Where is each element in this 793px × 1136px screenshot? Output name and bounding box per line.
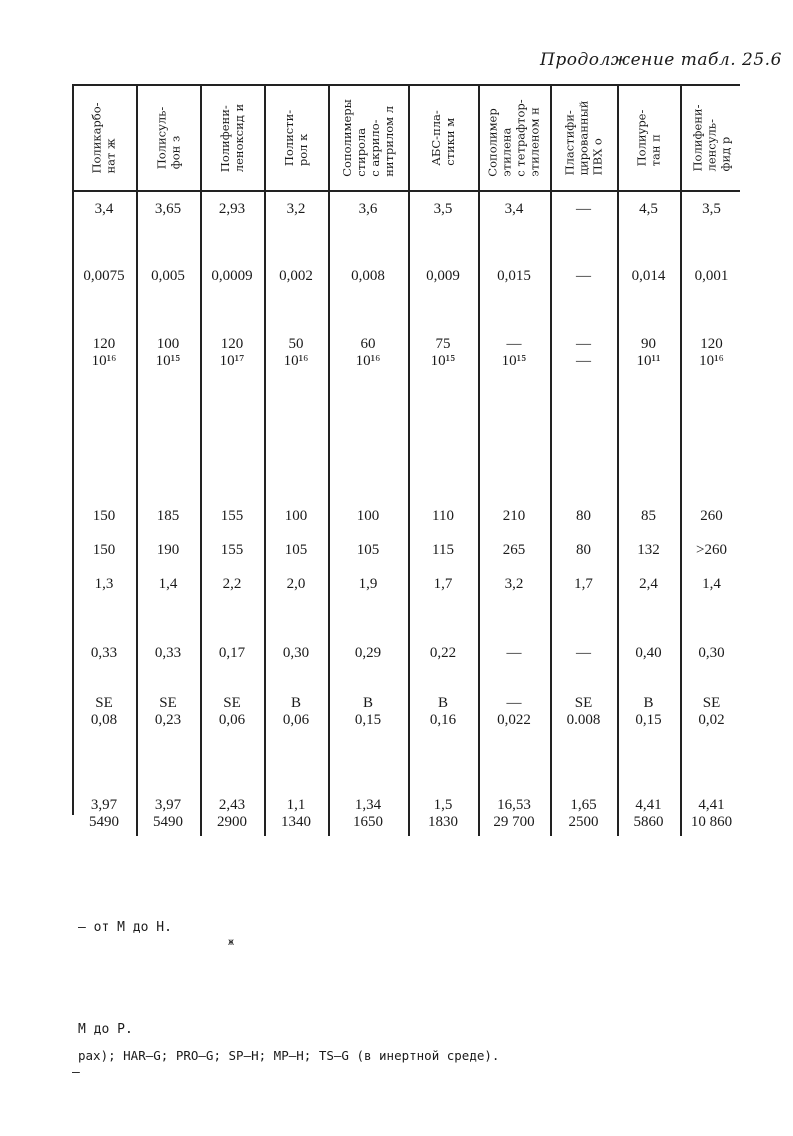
column-header-label: Сополимер этилена с тетрафтор- этиленом н — [486, 99, 543, 177]
table-cell: 1,5 1830 — [428, 797, 458, 830]
table-cell: 210 — [502, 508, 526, 524]
table-cell: 85 — [641, 508, 656, 524]
column-header-label: Полифени- леноксид и — [218, 103, 246, 173]
table-cell: 2,0 — [286, 576, 306, 592]
table-cell: 3,5 — [702, 201, 721, 217]
table-cell: — — — [576, 336, 591, 369]
footnote-mark: ж — [228, 937, 235, 948]
table-cell: 100 — [356, 508, 380, 524]
table-cell: 0,29 — [354, 645, 382, 661]
table-cell: 0,22 — [429, 645, 457, 661]
table-cell: 3,4 — [94, 201, 114, 217]
table-cell: B 0,06 — [282, 695, 310, 728]
table-cell: 100 10¹⁵ — [155, 336, 181, 369]
table-cell: 190 — [156, 542, 180, 558]
table-cell: 0,30 — [698, 645, 725, 661]
table-cell: 265 — [502, 542, 526, 558]
column-header-label: Поликарбо- нат ж — [90, 102, 118, 174]
table-cell: 75 10¹⁵ — [430, 336, 456, 369]
table-cell: 185 — [156, 508, 180, 524]
table-cell: — 0,022 — [497, 695, 531, 728]
table-caption: Продолжение табл. 25.6 — [540, 50, 782, 70]
table-cell: 0,40 — [635, 645, 662, 661]
table-cell: 80 — [576, 508, 591, 524]
table-cell: 0,015 — [497, 268, 531, 284]
table-cell: — — [576, 268, 591, 284]
table-cell: 4,5 — [639, 201, 658, 217]
column-header — [328, 88, 408, 188]
table-cell: 0,17 — [218, 645, 246, 661]
table-cell: 0,014 — [631, 268, 666, 284]
table-cell: SE 0.008 — [566, 695, 601, 728]
table-cell: 105 — [356, 542, 380, 558]
table-cell: 80 — [576, 542, 591, 558]
column-header-label: АБС-пла- стики м — [429, 110, 457, 166]
table-cell: 1,3 — [94, 576, 114, 592]
table-cell: 3,2 — [286, 201, 306, 217]
table-cell: 0,33 — [90, 645, 118, 661]
table-cell: SE 0,23 — [154, 695, 182, 728]
column-header-label: Полиуре- тан п — [634, 109, 663, 167]
table-cell: 0,0009 — [211, 268, 253, 284]
left-rule — [72, 196, 74, 626]
table-cell: B 0,16 — [429, 695, 457, 728]
table-cell: 0,001 — [694, 268, 729, 284]
table-cell: 2,4 — [639, 576, 658, 592]
table-cell: 100 — [284, 508, 308, 524]
column-header — [200, 88, 264, 188]
table-cell: 110 — [432, 508, 454, 524]
table-cell: 0,33 — [154, 645, 182, 661]
table-cell: 3,97 5490 — [89, 797, 119, 830]
table-cell: SE 0,06 — [218, 695, 246, 728]
column-header — [264, 88, 328, 188]
footnote-range-m-r: М до Р. — [78, 1022, 133, 1037]
footnote-range-m-n: – от М до Н. — [78, 920, 172, 935]
table-top-rule — [72, 84, 740, 86]
column-header-label: Полисуль- фон з — [154, 106, 182, 170]
table-cell: 16,53 29 700 — [493, 797, 535, 830]
table-cell: 115 — [432, 542, 454, 558]
table-cell: 3,2 — [504, 576, 524, 592]
footnote-dash: – — [72, 1065, 80, 1080]
table-cell: 105 — [284, 542, 308, 558]
column-header-label: Полисти- рол к — [282, 109, 310, 167]
column-header-label: Сополимеры стирола с акрило- нитрилом л — [339, 99, 396, 177]
column-header — [72, 88, 136, 188]
table-cell: — — [576, 201, 591, 217]
table-cell: B 0,15 — [354, 695, 382, 728]
column-header — [408, 88, 478, 188]
column-header — [550, 88, 617, 188]
table-cell: 120 10¹⁶ — [91, 336, 117, 369]
column-header — [136, 88, 200, 188]
table-cell: 0,008 — [351, 268, 385, 284]
table-cell: 4,41 10 860 — [690, 797, 733, 830]
table-cell: 3,4 — [504, 201, 524, 217]
table-cell: 60 10¹⁶ — [355, 336, 381, 369]
table-cell: 2,43 2900 — [217, 797, 247, 830]
table-cell: 132 — [637, 542, 660, 558]
table-cell: 1,65 2500 — [568, 797, 599, 830]
table-cell: 1,7 — [574, 576, 593, 592]
table-cell: SE 0,08 — [90, 695, 118, 728]
table-cell: 50 10¹⁶ — [283, 336, 309, 369]
table-cell: 0,002 — [279, 268, 313, 284]
table-cell: 0,30 — [282, 645, 310, 661]
table-cell: 260 — [700, 508, 723, 524]
table-cell: >260 — [696, 542, 727, 558]
footnote-test-conditions: рах); HAR—G; PRO—G; SP—H; MP—H; TS—G (в инертной среде). — [78, 1048, 500, 1063]
table-cell: 1,1 1340 — [281, 797, 311, 830]
table-cell: 150 — [92, 542, 116, 558]
table-cell: 90 10¹¹ — [636, 336, 661, 369]
table-cell: 0,0075 — [83, 268, 125, 284]
table-cell: 3,65 — [154, 201, 182, 217]
header-bottom-rule — [72, 190, 740, 192]
table-cell: 150 — [92, 508, 116, 524]
table-cell: 1,9 — [358, 576, 378, 592]
column-header-label: Пластифи- цированный ПВХ о — [562, 100, 605, 176]
column-header — [478, 88, 550, 188]
table-cell: 3,97 5490 — [153, 797, 183, 830]
table-cell: 120 10¹⁶ — [699, 336, 724, 369]
table-cell: 2,2 — [222, 576, 242, 592]
table-cell: — — [506, 645, 522, 661]
table-cell: 0,005 — [151, 268, 185, 284]
table-cell: — — [576, 645, 591, 661]
table-cell: 1,34 1650 — [353, 797, 383, 830]
table-cell: 3,5 — [433, 201, 453, 217]
table-cell: 155 — [220, 508, 244, 524]
table-cell: — 10¹⁵ — [501, 336, 527, 369]
table-cell: 3,6 — [358, 201, 378, 217]
table-cell: 1,4 — [158, 576, 178, 592]
table-cell: SE 0,02 — [698, 695, 725, 728]
table-cell: 2,93 — [218, 201, 246, 217]
table-cell: 1,4 — [702, 576, 721, 592]
table-cell: 155 — [220, 542, 244, 558]
table-cell: 4,41 5860 — [633, 797, 664, 830]
column-header — [617, 88, 680, 188]
column-header — [680, 88, 743, 188]
table-cell: 120 10¹⁷ — [219, 336, 245, 369]
table-cell: B 0,15 — [635, 695, 662, 728]
table-cell: 0,009 — [426, 268, 460, 284]
column-header-label: Полифени- ленсуль- фид р — [690, 104, 733, 172]
table-cell: 1,7 — [433, 576, 453, 592]
